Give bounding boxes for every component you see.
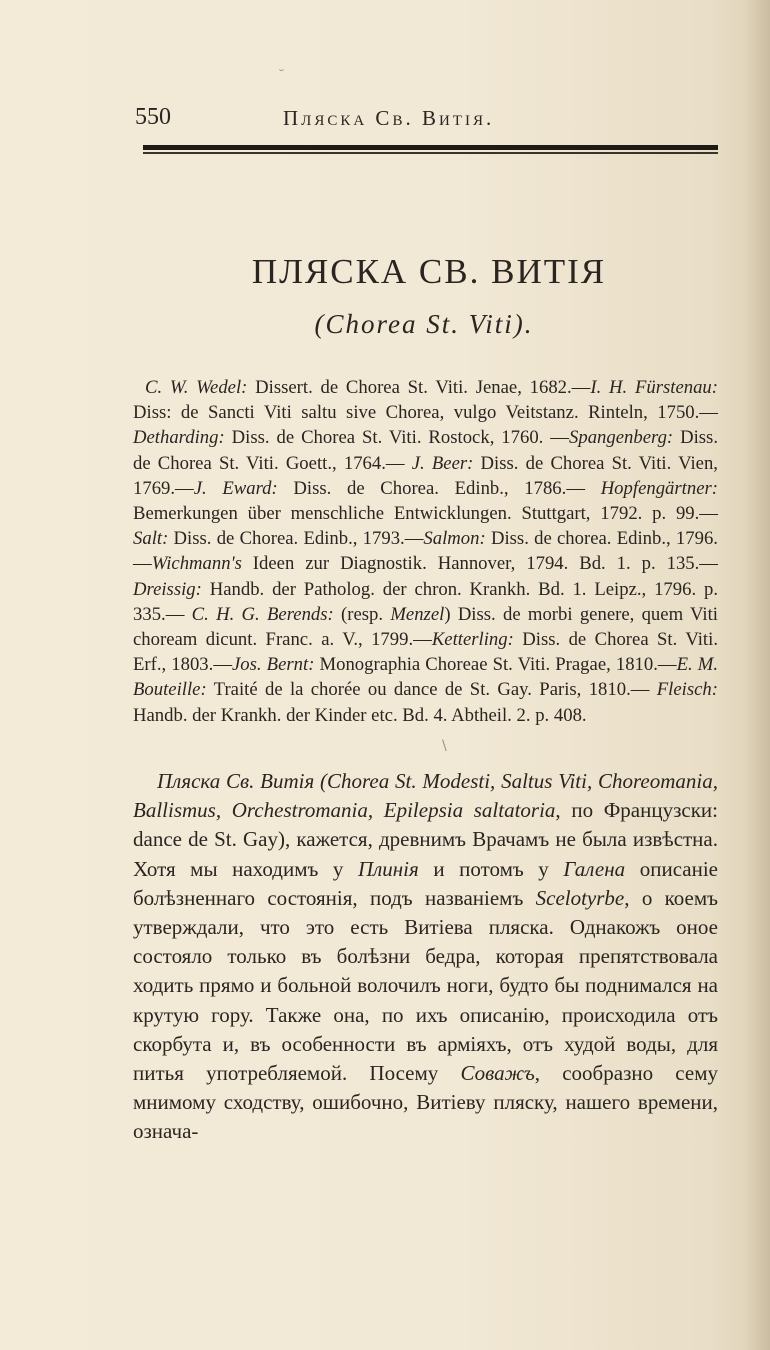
page-header (135, 104, 715, 134)
body-paragraph (133, 767, 718, 1147)
text-run: Traité de la chorée ou dance de St. Gay. Paris, 1810.— (206, 679, 657, 701)
italic-run: C. H. G. Berends: (191, 603, 334, 625)
italic-run: Salmon: (423, 528, 486, 550)
text-run: Diss. de Chorea St. Viti. Vien, 1769.— (133, 452, 718, 499)
text-run: Handb. der Krankh. der Kinder etc. Bd. 4. Abtheil. 2. p. 408. (133, 704, 587, 726)
italic-run: Ketterling: (431, 629, 514, 651)
text-run: Diss. de Chorea St. Viti. Goett., 1764.— (133, 427, 718, 474)
text-run: , о коемъ утверждали, что это есть Витіева пляска. Однакожъ оное состояло только въ болѣзни бедра, которая препятствовала ходить прямо и больной волочилъ ноги, будто бы поднимался на крутую гору. Также она, по ихъ описанію, происходила отъ скорбута и, въ особенности въ арміяхъ, отъ худой воды, для питья употребляемой. Посему (133, 885, 718, 1086)
text-run: Ideen zur Diagnostik. Hannover, 1794. Bd. 1. p. 135.— (241, 553, 718, 575)
text-run: , по Французски: dance de St. Gay), кажется, древнимъ Врачамъ не была извѣстна. Хотя мы находимъ у (133, 798, 718, 881)
italic-run: Соважъ (460, 1061, 535, 1086)
header-rule-thin (143, 152, 718, 154)
italic-run: Hopfengärtner: (600, 477, 718, 499)
italic-run: Scelotyrbe (535, 885, 625, 910)
text-run: Diss. de Chorea. Edinb., 1793.— (168, 528, 424, 550)
page-gutter-shadow (744, 0, 770, 1350)
bibliography-paragraph (133, 375, 718, 728)
text-run: ) Diss. de morbi genere, quem Viti choream dicunt. Franc. a. V., 1799.— (133, 603, 718, 651)
italic-run: Spangenberg: (569, 427, 674, 449)
italic-run: Detharding: (133, 427, 225, 449)
page-number: 550 (135, 104, 171, 130)
text-run: Diss. de Chorea St. Viti. Rostock, 1760. — (224, 427, 569, 449)
text-run: Diss: de Sancti Viti saltu sive Chorea, vulgo Veitstanz. Rinteln, 1750.— (133, 402, 718, 424)
text-run: описаніе болѣзненнаго состоянія, подъ названіемъ (133, 856, 718, 910)
italic-run: E. M. Bouteille: (133, 654, 718, 701)
italic-run: J. Eward: (193, 477, 278, 499)
header-rule-thick (143, 145, 718, 150)
text-run: Diss. de Chorea. Edinb., 1786.— (277, 477, 601, 499)
text-run: Handb. der Patholog. der chron. Krankh. Bd. 1. Leipz., 1796. p. 335.— (133, 578, 718, 625)
italic-run: Галена (563, 856, 626, 881)
chapter-title: ПЛЯСКА СВ. ВИТІЯ (251, 252, 607, 291)
text-run: Diss. de chorea. Edinb., 1796.— (133, 528, 718, 575)
print-speck: ˘ (278, 68, 285, 84)
text-run: , сообразно сему мнимому сходству, ошибочно, Витіеву пляску, нашего времени, означа- (133, 1061, 718, 1144)
text-run: (resp. (333, 603, 391, 625)
italic-run: I. H. Fürstenau: (590, 377, 719, 398)
text-run: Dissert. de Chorea St. Viti. Jenae, 1682.— (247, 377, 591, 398)
text-run: и потомъ у (418, 856, 564, 881)
italic-run: Wichmann's (151, 553, 242, 575)
italic-run: J. Beer: (411, 452, 474, 474)
italic-run: Пляска Св. Витія (Chorea St. Modesti, Saltus Viti, Choreomania, Ballismus, Orchestromania, Epilepsia saltatoria (133, 769, 718, 823)
italic-run: Плинія (357, 856, 419, 881)
italic-run: Salt: (133, 528, 169, 550)
italic-run: Menzel (390, 603, 445, 625)
italic-run: C. W. Wedel: (145, 377, 248, 398)
chapter-subtitle: (Chorea St. Viti). (314, 309, 534, 339)
text-run: Bemerkungen über menschliche Entwicklungen. Stuttgart, 1792. p. 99.— (133, 503, 718, 525)
italic-run: Jos. Bernt: (232, 654, 315, 676)
text-run: Diss. de Chorea St. Viti. Erf., 1803.— (133, 629, 718, 676)
print-speck: \ (442, 738, 447, 754)
text-run: Monographia Choreae St. Viti. Pragae, 1810.— (314, 654, 677, 676)
running-title: Пляска Св. Витія. (283, 106, 495, 130)
italic-run: Dreissig: (133, 578, 202, 600)
italic-run: Fleisch: (656, 679, 718, 701)
